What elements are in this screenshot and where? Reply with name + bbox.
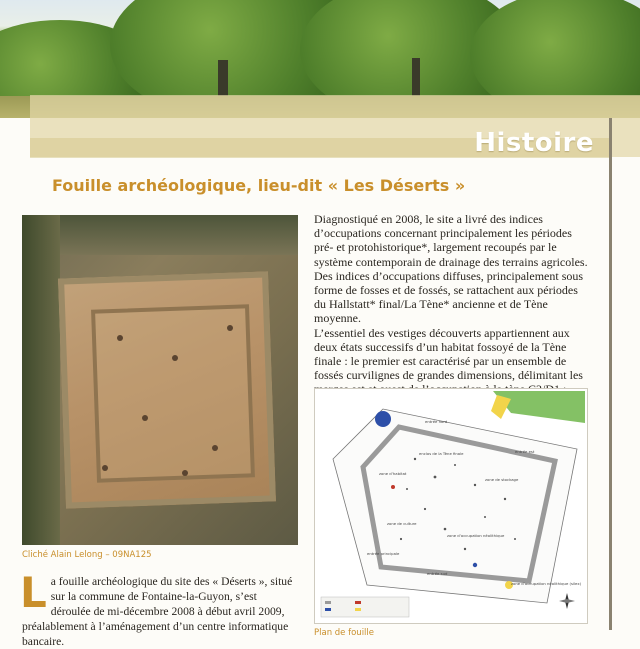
plan-label: zone d’occupation néolithique — [447, 533, 505, 538]
page-margin-rule — [609, 118, 612, 630]
plan-label: zone d’habitat — [379, 471, 407, 476]
plan-label: entrée est — [515, 449, 535, 454]
plan-label: zone de stockage — [485, 477, 519, 482]
body-paragraph: Diagnostiqué en 2008, le site a livré des indices d’occupations concernant principalement les périodes pré- et protohistorique*, largement recoupés par le système contemporain de drainage des terrains agricoles. — [314, 212, 588, 269]
north-arrow-icon — [559, 593, 575, 609]
aerial-excavation-photo — [22, 215, 298, 545]
plan-label: enclos de la Tène finale — [419, 451, 464, 456]
excavation-site-plan — [314, 388, 588, 624]
body-paragraph: Des indices d’occupations diffuses, principalement sous forme de fosses et de fossés, se rattachent aux périodes du Hallstatt* final/La Tène* ancienne et de Tène moyenne. — [314, 268, 584, 326]
plan-label: entrée nord — [425, 419, 448, 424]
plan-label: entrée sud — [427, 571, 448, 576]
pond-marker — [375, 411, 391, 427]
site-plan-drawing — [315, 389, 587, 623]
photo-caption: Cliché Alain Lelong – 09NA125 — [22, 550, 152, 560]
plan-label: zone d’occupation néolithique (silex) — [511, 581, 582, 586]
intro-text: a fouille archéologique du site des « Déserts », situé sur la commune de Fontaine-la-Guyon, s’est déroulée de mi-décembre 2008 à début avril 2009, préalablement à l’aménagement d’un centre informatique bancaire. — [22, 575, 293, 648]
drop-cap: L — [20, 568, 47, 617]
plan-legend — [321, 597, 409, 617]
plan-label: zone de culture — [387, 521, 417, 526]
article-title: Fouille archéologique, lieu-dit « Les Déserts » — [52, 176, 466, 195]
body-paragraph: L’essentiel des vestiges découverts appartiennent aux deux états successifs d’un habitat fossoyé de la Tène finale : le premier est caractérisé par un ensemble de fossés curvilignes de grandes dimensions, délimitant les — [314, 325, 583, 383]
plan-caption: Plan de fouille — [314, 628, 375, 638]
intro-paragraph — [20, 568, 298, 649]
plan-label: entrée principale — [367, 551, 400, 556]
section-title: Histoire — [474, 128, 594, 158]
body-text-column — [314, 212, 592, 397]
